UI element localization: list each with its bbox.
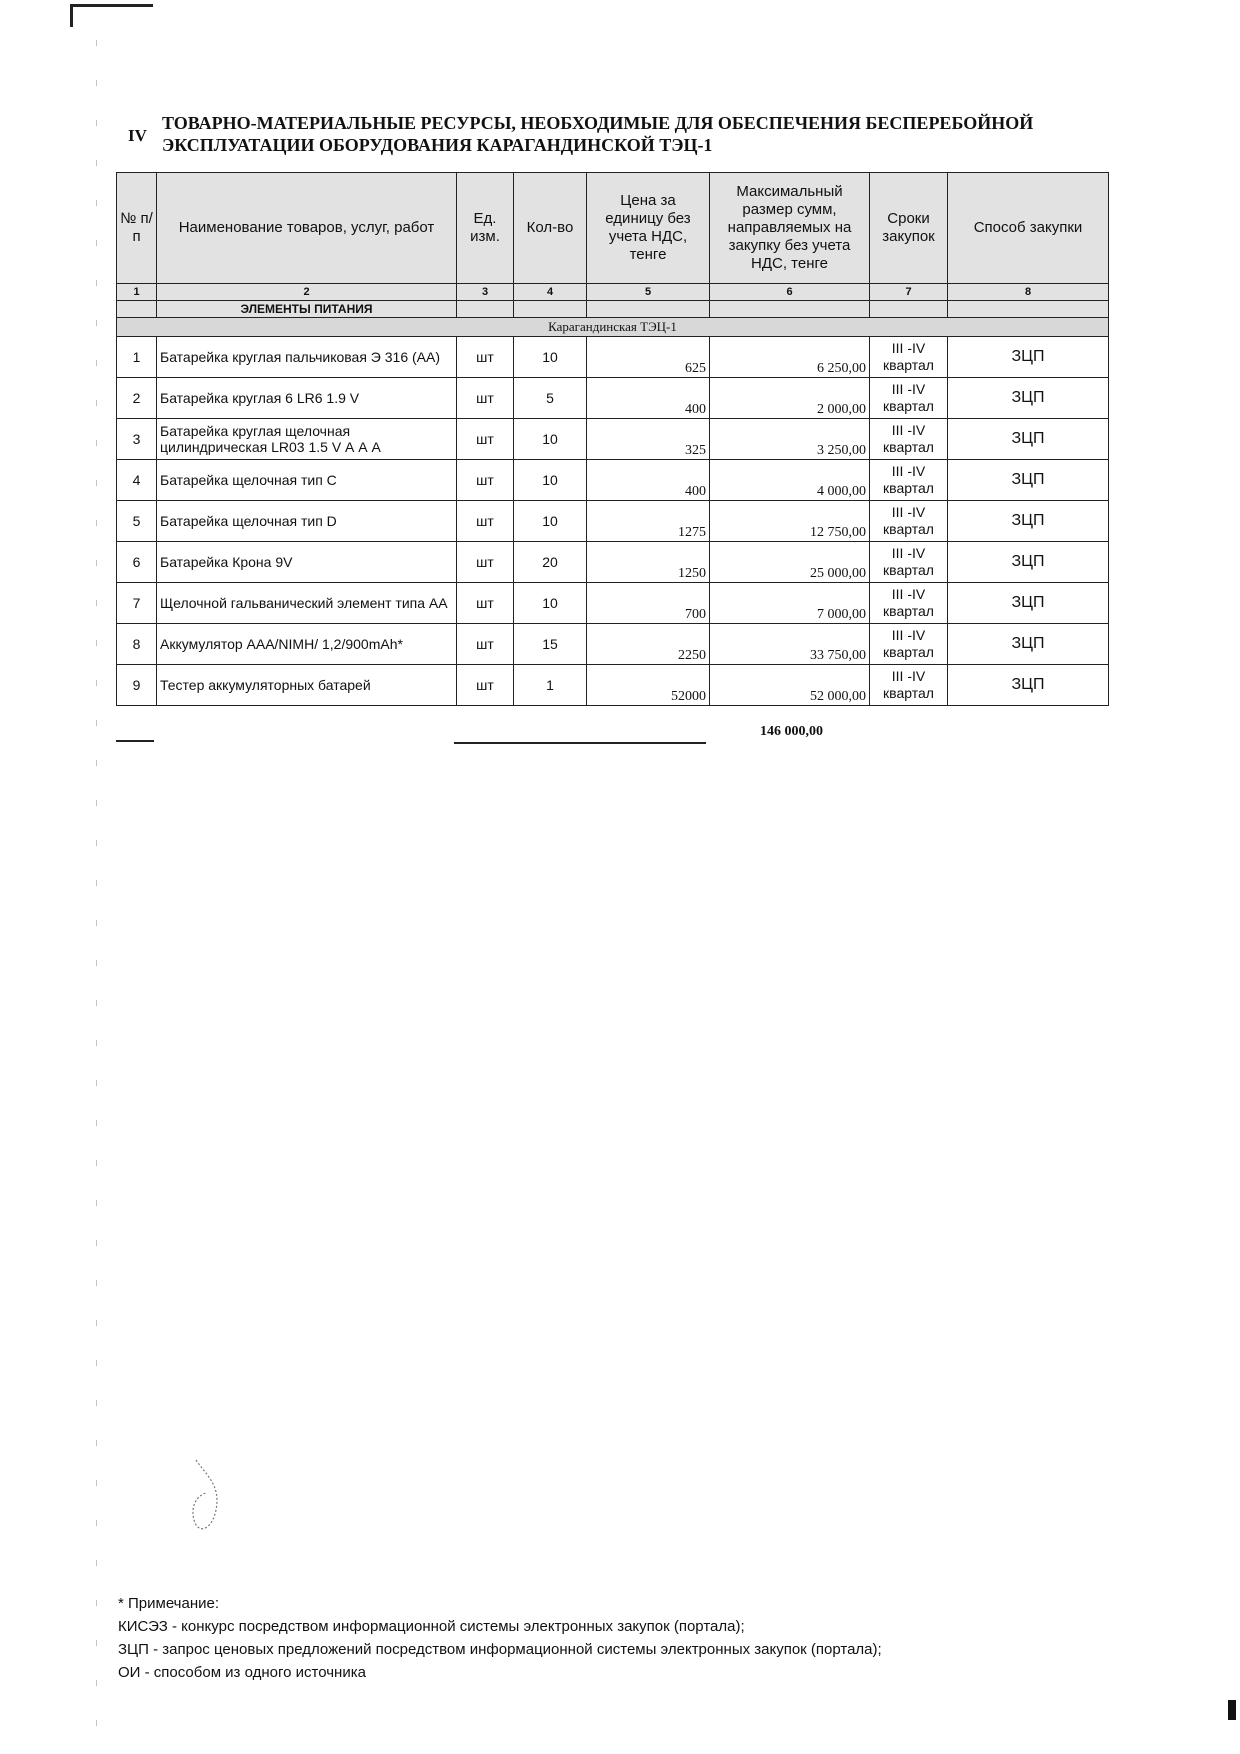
column-number: 8 — [948, 284, 1109, 301]
table-row — [117, 378, 1109, 419]
group-name: ЭЛЕМЕНТЫ ПИТАНИЯ — [157, 301, 457, 318]
resources-table — [116, 172, 1109, 706]
item-max-sum: 6 250,00 — [710, 337, 870, 378]
item-period: III -IV квартал — [870, 665, 948, 706]
item-method: ЗЦП — [948, 419, 1109, 460]
item-period: III -IV квартал — [870, 460, 948, 501]
header-cell: Ед. изм. — [457, 173, 514, 284]
item-period: III -IV квартал — [870, 337, 948, 378]
item-max-sum: 52 000,00 — [710, 665, 870, 706]
item-name: Батарейка круглая 6 LR6 1.9 V — [157, 378, 457, 419]
table-row — [117, 624, 1109, 665]
scan-edge-mark — [1228, 1700, 1236, 1720]
row-number: 3 — [117, 419, 157, 460]
item-rows — [117, 337, 1109, 706]
item-unit-price: 700 — [587, 583, 710, 624]
item-unit: шт — [457, 624, 514, 665]
column-number: 6 — [710, 284, 870, 301]
item-period: III -IV квартал — [870, 501, 948, 542]
row-number: 4 — [117, 460, 157, 501]
item-period: III -IV квартал — [870, 378, 948, 419]
item-quantity: 10 — [514, 501, 587, 542]
item-unit: шт — [457, 378, 514, 419]
scan-corner-mark — [70, 4, 153, 27]
note-line: ЗЦП - запрос ценовых предложений посредством информационной системы электронных закупок (портала); — [118, 1641, 882, 1658]
item-period: III -IV квартал — [870, 542, 948, 583]
item-max-sum: 12 750,00 — [710, 501, 870, 542]
note-line: КИСЭЗ - конкурс посредством информационной системы электронных закупок (портала); — [118, 1618, 745, 1635]
header-cell: № п/п — [117, 173, 157, 284]
item-method: ЗЦП — [948, 624, 1109, 665]
item-unit: шт — [457, 583, 514, 624]
item-quantity: 20 — [514, 542, 587, 583]
item-name: Батарейка круглая щелочная цилиндрическая LR03 1.5 V А А А — [157, 419, 457, 460]
table-row — [117, 419, 1109, 460]
item-name: Батарейка Крона 9V — [157, 542, 457, 583]
item-quantity: 10 — [514, 583, 587, 624]
column-number-row — [117, 284, 1109, 301]
column-number: 5 — [587, 284, 710, 301]
item-unit-price: 400 — [587, 378, 710, 419]
row-number: 9 — [117, 665, 157, 706]
item-max-sum: 25 000,00 — [710, 542, 870, 583]
notes-heading: * Примечание: — [118, 1595, 219, 1612]
item-method: ЗЦП — [948, 501, 1109, 542]
document-title: ТОВАРНО-МАТЕРИАЛЬНЫЕ РЕСУРСЫ, НЕОБХОДИМЫЕ ДЛЯ ОБЕСПЕЧЕНИЯ БЕСПЕРЕБОЙНОЙ ЭКСПЛУАТАЦИИ ОБОРУДОВАНИЯ КАРАГАНДИНСКОЙ ТЭЦ-1 — [162, 113, 1034, 155]
row-number: 5 — [117, 501, 157, 542]
item-period: III -IV квартал — [870, 419, 948, 460]
item-unit: шт — [457, 542, 514, 583]
item-method: ЗЦП — [948, 337, 1109, 378]
notes-block — [118, 1592, 882, 1684]
item-unit: шт — [457, 665, 514, 706]
item-unit: шт — [457, 501, 514, 542]
section-number: IV — [128, 126, 147, 145]
table-row — [117, 337, 1109, 378]
item-unit-price: 52000 — [587, 665, 710, 706]
row-number: 6 — [117, 542, 157, 583]
item-unit: шт — [457, 460, 514, 501]
total-underline — [454, 742, 706, 744]
item-max-sum: 4 000,00 — [710, 460, 870, 501]
header-row — [117, 173, 1109, 284]
header-cell: Кол-во — [514, 173, 587, 284]
item-method: ЗЦП — [948, 542, 1109, 583]
item-max-sum: 3 250,00 — [710, 419, 870, 460]
item-method: ЗЦП — [948, 460, 1109, 501]
column-number: 1 — [117, 284, 157, 301]
column-number: 2 — [157, 284, 457, 301]
item-method: ЗЦП — [948, 665, 1109, 706]
item-unit: шт — [457, 337, 514, 378]
group-row — [117, 301, 1109, 318]
item-name: Батарейка щелочная тип D — [157, 501, 457, 542]
column-number: 7 — [870, 284, 948, 301]
scan-artifact-line — [96, 40, 97, 1730]
total-underline — [116, 740, 154, 742]
item-max-sum: 2 000,00 — [710, 378, 870, 419]
item-max-sum: 7 000,00 — [710, 583, 870, 624]
table-row — [117, 583, 1109, 624]
item-unit: шт — [457, 419, 514, 460]
header-cell: Сроки закупок — [870, 173, 948, 284]
item-name: Щелочной гальванический элемент типа АА — [157, 583, 457, 624]
row-number: 7 — [117, 583, 157, 624]
table-row — [117, 542, 1109, 583]
item-quantity: 10 — [514, 337, 587, 378]
column-number: 4 — [514, 284, 587, 301]
item-quantity: 15 — [514, 624, 587, 665]
item-unit-price: 400 — [587, 460, 710, 501]
item-quantity: 10 — [514, 460, 587, 501]
table-row — [117, 665, 1109, 706]
item-name: Батарейка круглая пальчиковая Э 316 (АА) — [157, 337, 457, 378]
item-unit-price: 1275 — [587, 501, 710, 542]
item-unit-price: 625 — [587, 337, 710, 378]
item-unit-price: 2250 — [587, 624, 710, 665]
header-cell: Способ закупки — [948, 173, 1109, 284]
item-unit-price: 325 — [587, 419, 710, 460]
column-number: 3 — [457, 284, 514, 301]
row-number: 8 — [117, 624, 157, 665]
item-quantity: 10 — [514, 419, 587, 460]
item-max-sum: 33 750,00 — [710, 624, 870, 665]
item-period: III -IV квартал — [870, 624, 948, 665]
item-name: Аккумулятор ААА/NIMH/ 1,2/900mAh* — [157, 624, 457, 665]
item-quantity: 5 — [514, 378, 587, 419]
item-name: Батарейка щелочная тип С — [157, 460, 457, 501]
table-row — [117, 501, 1109, 542]
header-cell: Максимальный размер сумм, направляемых на закупку без учета НДС, тенге — [710, 173, 870, 284]
item-method: ЗЦП — [948, 583, 1109, 624]
item-method: ЗЦП — [948, 378, 1109, 419]
header-cell: Наименование товаров, услуг, работ — [157, 173, 457, 284]
row-number: 2 — [117, 378, 157, 419]
total-sum: 146 000,00 — [760, 724, 823, 739]
subgroup-row — [117, 318, 1109, 337]
item-name: Тестер аккумуляторных батарей — [157, 665, 457, 706]
header-cell: Цена за единицу без учета НДС, тенге — [587, 173, 710, 284]
table-row — [117, 460, 1109, 501]
row-number: 1 — [117, 337, 157, 378]
note-line: ОИ - способом из одного источника — [118, 1664, 366, 1681]
item-period: III -IV квартал — [870, 583, 948, 624]
item-quantity: 1 — [514, 665, 587, 706]
subgroup-name: Карагандинская ТЭЦ-1 — [117, 318, 1109, 337]
item-unit-price: 1250 — [587, 542, 710, 583]
handwritten-mark — [176, 1455, 246, 1545]
